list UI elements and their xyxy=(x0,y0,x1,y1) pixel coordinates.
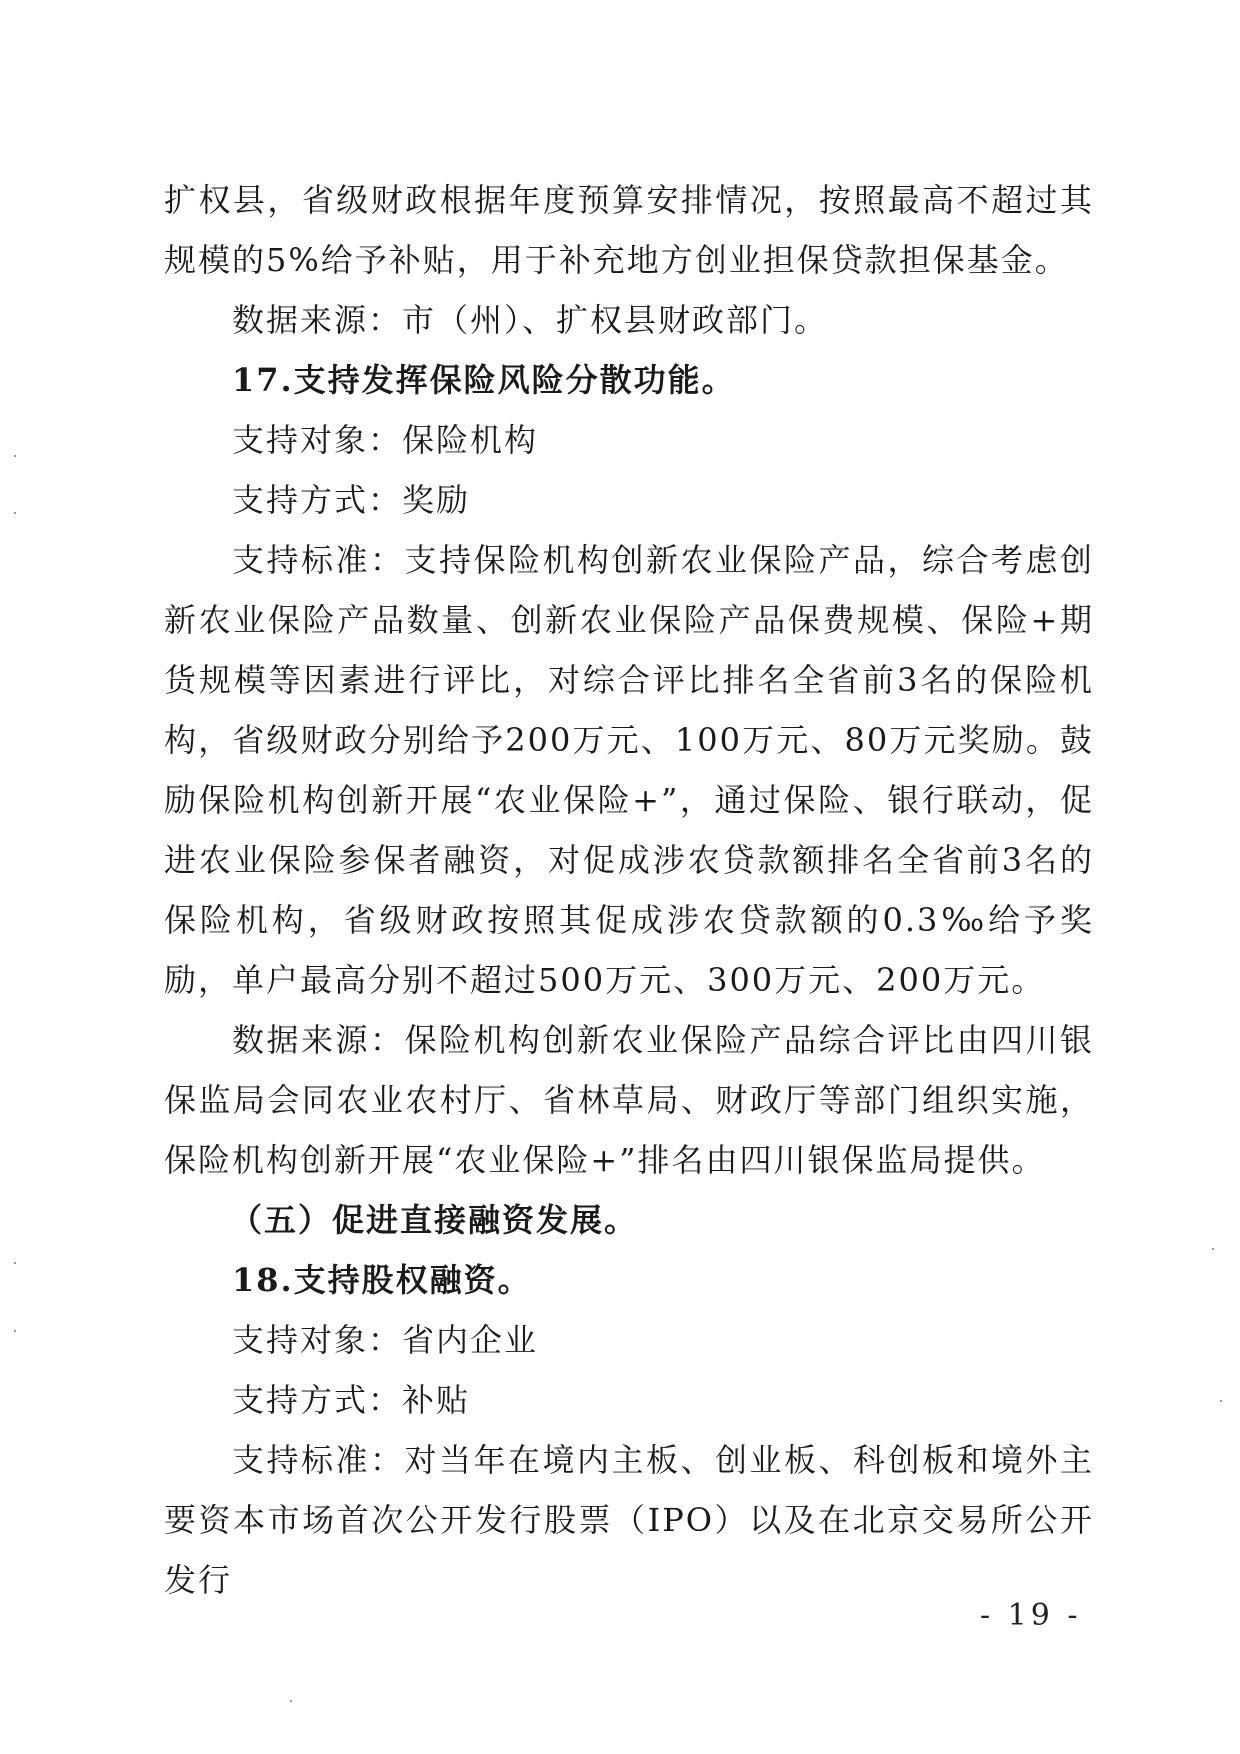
scan-speck xyxy=(14,1330,16,1332)
paragraph-intro: 扩权县，省级财政根据年度预算安排情况，按照最高不超过其规模的5%给予补贴，用于补充地方创业担保贷款担保基金。 xyxy=(164,181,1094,279)
scan-speck xyxy=(14,455,16,457)
scan-speck xyxy=(14,1262,16,1264)
paragraph-support-target-17: 支持对象：保险机构 xyxy=(232,421,539,459)
paragraph-support-method-18: 支持方式：补贴 xyxy=(232,1381,471,1419)
paragraph-support-target-18: 支持对象：省内企业 xyxy=(232,1321,539,1359)
scan-speck xyxy=(1212,1248,1214,1250)
paragraph-support-standard-17: 支持标准：支持保险机构创新农业保险产品，综合考虑创新农业保险产品数量、创新农业保险产品保费规模、保险+期货规模等因素进行评比，对综合评比排名全省前3名的保险机构，省级财政分别给予200万元、100万元、80万元奖励。鼓励保险机构创新开展“农业保险+”，通过保险、银行联动，促进农业保险参保者融资，对促成涉农贷款额排名全省前3名的保险机构，省级财政按照其促成涉农贷款额的0.3‰给予奖励，单户最高分别不超过500万元、300万元、200万元。 xyxy=(164,541,1094,999)
scan-speck xyxy=(14,512,16,514)
scan-speck xyxy=(1220,1400,1222,1402)
paragraph-support-method-17: 支持方式：奖励 xyxy=(232,481,471,519)
page-number: - 19 - xyxy=(980,1598,1082,1633)
paragraph-data-source-17: 数据来源：保险机构创新农业保险产品综合评比由四川银保监局会同农业农村厅、省林草局、财政厅等部门组织实施，保险机构创新开展“农业保险+”排名由四川银保监局提供。 xyxy=(164,1021,1094,1179)
heading-section-5: （五）促进直接融资发展。 xyxy=(230,1201,639,1239)
scan-speck xyxy=(290,1700,292,1702)
heading-item-17: 17.支持发挥保险风险分散功能。 xyxy=(232,361,736,399)
paragraph-support-standard-18: 支持标准：对当年在境内主板、创业板、科创板和境外主要资本市场首次公开发行股票（IPO）以及在北京交易所公开发行 xyxy=(164,1441,1094,1599)
heading-item-18: 18.支持股权融资。 xyxy=(232,1261,532,1299)
paragraph-data-source-1: 数据来源：市（州）、扩权县财政部门。 xyxy=(232,301,829,339)
